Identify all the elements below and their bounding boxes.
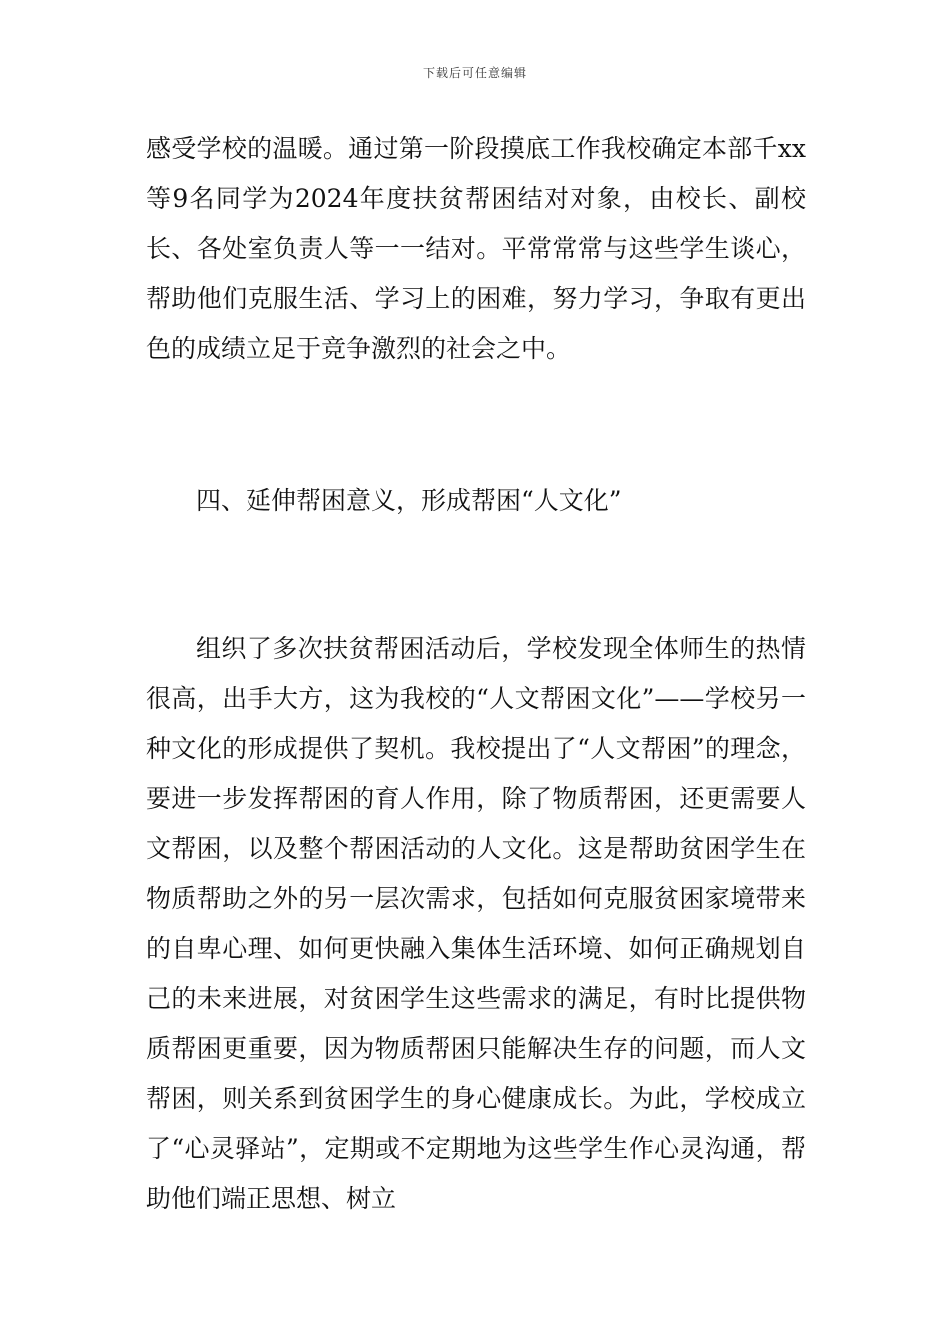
body-paragraph: 感受学校的温暖。通过第一阶段摸底工作我校确定本部千xx等9名同学为2024年度扶贫帮困结对对象，由校长、副校长、各处室负责人等一一结对。平常常常与这些学生谈心，帮助他们克服生活、学习上的困难，努力学习，争取有更出色的成绩立足于竞争激烈的社会之中。 — [146, 134, 806, 363]
body-paragraph: 组织了多次扶贫帮困活动后，学校发现全体师生的热情很高，出手大方，这为我校的“人文帮困文化”——学校另一种文化的形成提供了契机。我校提出了“人文帮困”的理念，要进一步发挥帮困的育人作用，除了物质帮困，还更需要人文帮困，以及整个帮困活动的人文化。这是帮助贫困学生在物质帮助之外的另一层次需求，包括如何克服贫困家境带来的自卑心理、如何更快融入集体生活环境、如何正确规划自己的未来进展，对贫困学生这些需求的满足，有时比提供物质帮困更重要，因为物质帮困只能解决生存的问题，而人文帮困，则关系到贫困学生的身心健康成长。为此，学校成立了“心灵驿站”，定期或不定期地为这些学生作心灵沟通，帮助他们端正思想、树立 — [146, 634, 806, 1213]
section-heading: 四、延伸帮困意义，形成帮困“人文化” — [196, 486, 622, 515]
page-header-note: 下载后可任意编辑 — [422, 66, 527, 80]
